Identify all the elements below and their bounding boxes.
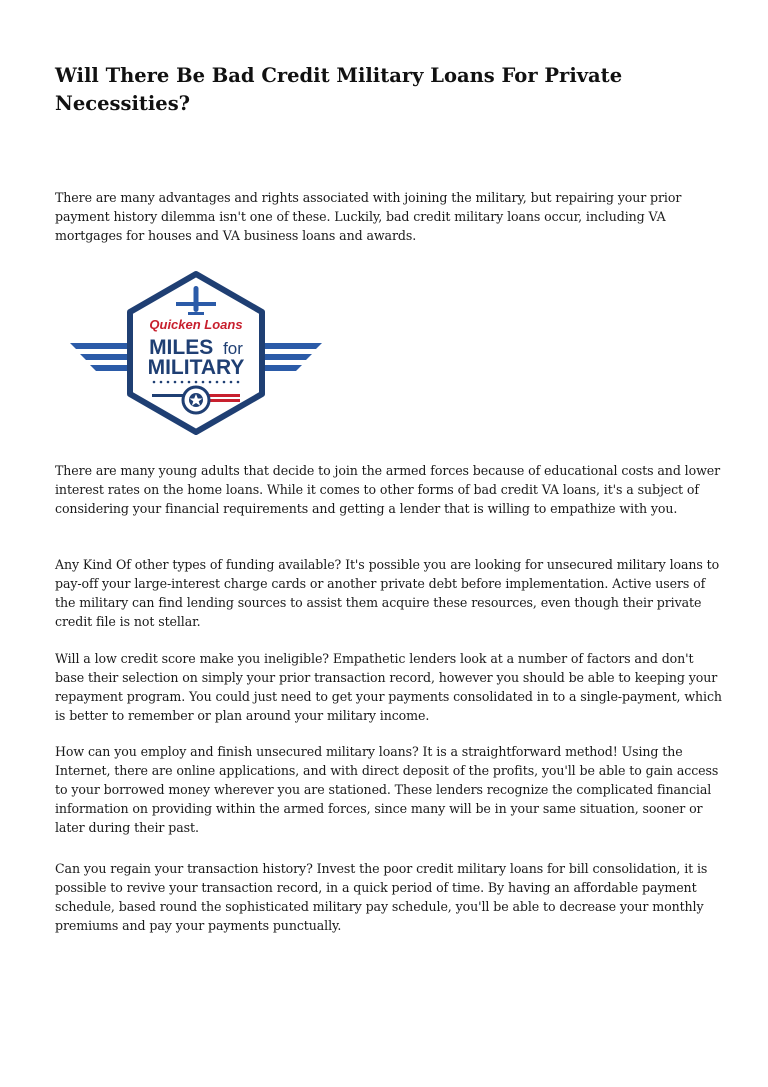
paragraph-intro: There are many advantages and rights associated with joining the military, but repairing your prior payment history dilemma isn't one of these. Luckily, bad credit military loans occur, including VA mortgages for houses and VA business loans and awards. xyxy=(55,190,682,243)
miles-for-military-logo xyxy=(68,270,324,436)
left-wing-icon xyxy=(70,343,130,371)
right-wing-icon xyxy=(262,343,322,371)
page-title: Will There Be Bad Credit Military Loans For Private Necessities? xyxy=(55,64,623,115)
paragraph-regain-history: Can you regain your transaction history? Invest the poor credit military loans for bill consolidation, it is possible to revive your transaction record, in a quick period of time. By having an affordable payment schedule, based round the sophisticated military pay schedule, you'll be able to decrease your monthly premiums and pay your payments punctually. xyxy=(55,861,708,933)
paragraph-how-to-apply: How can you employ and finish unsecured military loans? It is a straightforward method! Using the Internet, there are online applications, and with direct deposit of the profits, you'll be able to gain access to your borrowed money wherever you are stationed. These lenders recognize the complicated financial information on providing within the armed forces, since many will be in your same situation, sooner or later during their past. xyxy=(55,744,719,835)
logo-line1-suffix: for xyxy=(223,339,243,358)
logo-line2: MILITARY xyxy=(147,356,245,379)
paragraph-young-adults: There are many young adults that decide to join the armed forces because of educational costs and lower interest rates on the home loans. While it comes to other forms of bad credit VA loans, it's a subject of considering your financial requirements and getting a lender that is willing to empathize with you. xyxy=(55,463,721,516)
logo-brand: Quicken Loans xyxy=(149,317,243,332)
paragraph-funding-types: Any Kind Of other types of funding available? It's possible you are looking for unsecured military loans to pay-off your large-interest charge cards or another private debt before implementation. Active users of the military can find lending sources to assist them acquire these resources, even though their private credit file is not stellar. xyxy=(55,557,720,629)
paragraph-low-credit: Will a low credit score make you ineligible? Empathetic lenders look at a number of factors and don't base their selection on simply your prior transaction record, however you should be able to keeping your repayment program. You could just need to get your payments consolidated in to a single-payment, which is better to remember or plan around your military income. xyxy=(55,651,722,723)
logo-line1: MILES xyxy=(149,336,214,359)
